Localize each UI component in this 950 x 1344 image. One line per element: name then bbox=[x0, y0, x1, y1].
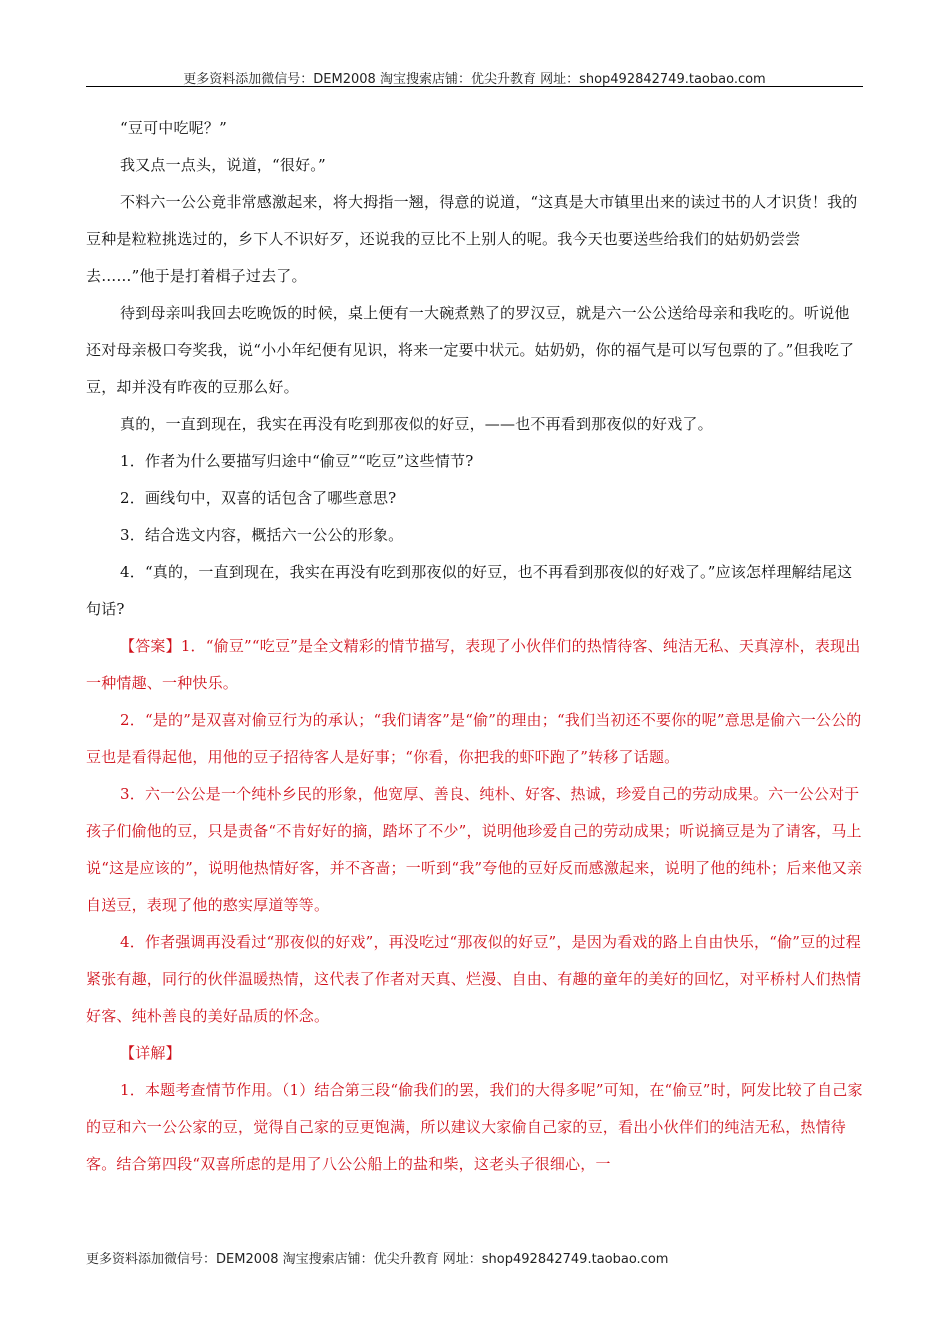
story-paragraph: “豆可中吃呢？” bbox=[120, 119, 227, 137]
question-3: 3．结合选文内容，概括六一公公的形象。 bbox=[120, 526, 404, 544]
answer-2: 2．“是的”是双喜对偷豆行为的承认；“我们请客”是“偷”的理由；“我们当初还不要你的呢”意思是偷六一公公的豆也是看得起他，用他的豆子招待客人是好事；“你看，你把我的虾吓跑了”转移了话题。 bbox=[86, 711, 862, 766]
detail-tag: 【详解】 bbox=[120, 1044, 181, 1062]
detail-1: 1．本题考查情节作用。（1）结合第三段“偷我们的罢，我们的大得多呢”可知，在“偷豆”时，阿发比较了自己家的豆和六一公公家的豆，觉得自己家的豆更饱满，所以建议大家偷自己家的豆，看出小伙伴们的纯洁无私，热情待客。结合第四段“双喜所虑的是用了八公公船上的盐和柴，这老头子很细心，一 bbox=[86, 1081, 863, 1173]
page-footer: 更多资料添加微信号：DEM2008 淘宝搜索店铺：优尖升教育 网址：shop492842749.taobao.com bbox=[86, 1252, 669, 1267]
answer-1-text: 1．“偷豆”“吃豆”是全文精彩的情节描写，表现了小伙伴们的热情待客、纯洁无私、天真淳朴，表现出一种情趣、一种快乐。 bbox=[86, 637, 861, 692]
story-paragraph: 待到母亲叫我回去吃晚饭的时候，桌上便有一大碗煮熟了的罗汉豆，就是六一公公送给母亲和我吃的。听说他还对母亲极口夸奖我，说“小小年纪便有见识，将来一定要中状元。姑奶奶，你的福气是可以写包票的了。”但我吃了豆，却并没有昨夜的豆那么好。 bbox=[86, 304, 855, 396]
page-header: 更多资料添加微信号：DEM2008 淘宝搜索店铺：优尖升教育 网址：shop492842749.taobao.com bbox=[183, 72, 766, 87]
question-2: 2．画线句中，双喜的话包含了哪些意思? bbox=[120, 489, 397, 507]
question-1: 1．作者为什么要描写归途中“偷豆”“吃豆”这些情节? bbox=[120, 452, 474, 470]
story-paragraph: 不料六一公公竟非常感激起来，将大拇指一翘，得意的说道，“这真是大市镇里出来的读过书的人才识货！我的豆种是粒粒挑选过的，乡下人不识好歹，还说我的豆比不上别人的呢。我今天也要送些给我们的姑奶奶尝尝去……”他于是打着楫子过去了。 bbox=[86, 193, 858, 285]
answer-tag: 【答案】 bbox=[120, 637, 181, 655]
main-content bbox=[86, 110, 863, 1183]
story-paragraph: 真的，一直到现在，我实在再没有吃到那夜似的好豆，——也不再看到那夜似的好戏了。 bbox=[120, 415, 713, 433]
question-4: 4．“真的，一直到现在，我实在再没有吃到那夜似的好豆，也不再看到那夜似的好戏了。”应该怎样理解结尾这句话? bbox=[86, 563, 853, 618]
header-divider bbox=[86, 86, 863, 87]
story-paragraph: 我又点一点头，说道，“很好。” bbox=[120, 156, 326, 174]
answer-3: 3．六一公公是一个纯朴乡民的形象，他宽厚、善良、纯朴、好客、热诚，珍爱自己的劳动成果。六一公公对于孩子们偷他的豆，只是责备“不肯好好的摘，踏坏了不少”，说明他珍爱自己的劳动成果；听说摘豆是为了请客，马上说“这是应该的”，说明他热情好客，并不吝啬；一听到“我”夸他的豆好反而感激起来，说明了他的纯朴；后来他又亲自送豆，表现了他的憨实厚道等等。 bbox=[86, 785, 863, 914]
answer-1 bbox=[86, 628, 863, 702]
answer-4: 4．作者强调再没看过“那夜似的好戏”，再没吃过“那夜似的好豆”，是因为看戏的路上自由快乐，“偷”豆的过程紧张有趣，同行的伙伴温暖热情，这代表了作者对天真、烂漫、自由、有趣的童年的美好的回忆，对平桥村人们热情好客、纯朴善良的美好品质的怀念。 bbox=[86, 933, 862, 1025]
